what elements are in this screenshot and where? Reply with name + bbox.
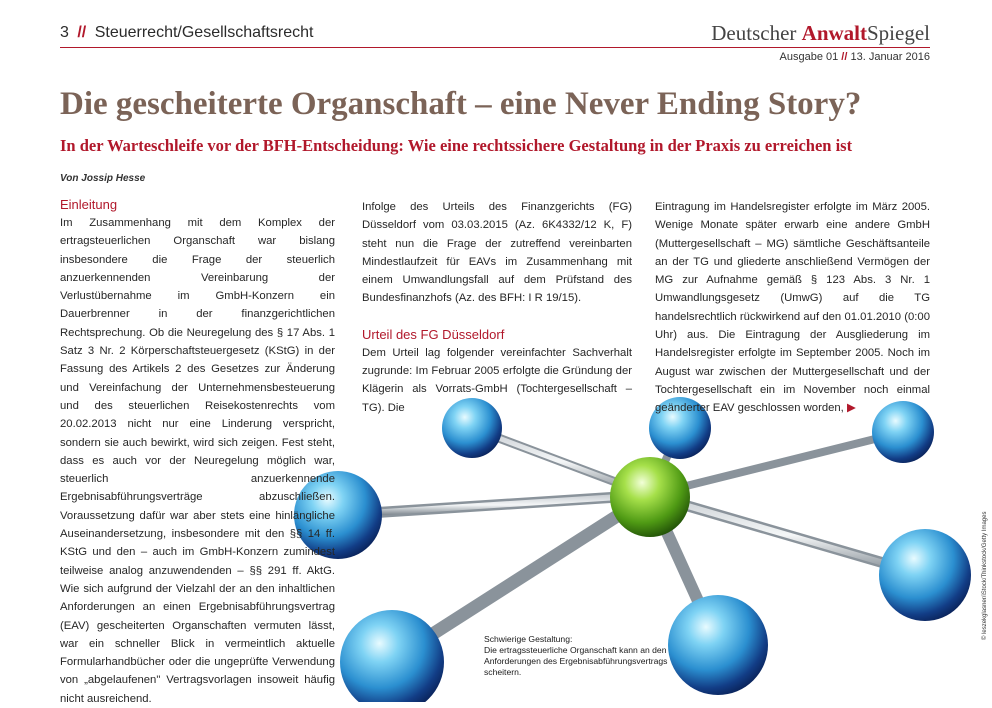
issue-date: 13. Januar 2016: [847, 51, 930, 63]
section-heading-ruling: Urteil des FG Düsseldorf: [362, 326, 505, 342]
blue-sphere: [340, 610, 444, 702]
ruling-paragraph: Dem Urteil lag folgender vereinfachter Sachverhalt zugrunde: Im Februar 2005 erfolgte die Gründung der Klägerin als Vorrats-GmbH (Tochtergesellschaft – TG). Die: [362, 346, 632, 414]
caption-text: Die ertragssteuerliche Organschaft kann an den Anforderungen des Ergebnisabführungsvertrags scheitern.: [484, 645, 668, 677]
blue-sphere: [879, 529, 971, 621]
column-3-text: Eintragung im Handelsregister erfolgte im März 2005. Wenige Monate später erwarb eine andere GmbH (Muttergesellschaft – MG) sämtliche Geschäftsanteile an der TG und gliederte anschließend Vermögen der MG zur Aufnahme gemäß § 123 Abs. 3 Nr. 1 Umwandlungsgesetz (UmwG) auf die TG handelsrechtlich rückwirkend auf den 01.01.2010 (0:00 Uhr) aus. Die Eintragung der Ausgliederung im Handelsregister erfolgte im September 2005. Noch im August war zwischen der Muttergesellschaft und der Tochtergesellschaft ein im November noch einmal geänderter EAV geschlossen worden,: [655, 201, 930, 415]
caption-title: Schwierige Gestaltung:: [484, 634, 573, 644]
article-title: Die gescheiterte Organschaft – eine Never Ending Story?: [60, 86, 862, 122]
column-1: [60, 196, 335, 708]
brand-part-1: Deutscher: [711, 21, 802, 45]
article-subtitle: In der Warteschleife vor der BFH-Entscheidung: Wie eine rechtssichere Gestaltung in der Praxis zu erreichen ist: [60, 136, 853, 155]
figure-caption: [484, 634, 669, 678]
column-3-paragraph: [655, 198, 930, 418]
image-credit: © leszekglasner/iStock/Thinkstock/Getty Images: [982, 511, 988, 640]
blue-sphere: [668, 595, 768, 695]
page-number: 3: [60, 24, 69, 41]
column-2: [362, 198, 632, 417]
connector-rod-highlight: [338, 495, 650, 515]
continue-arrow-icon[interactable]: ▶: [846, 402, 856, 415]
brand-part-3: Spiegel: [867, 21, 930, 45]
column-2-paragraph: Infolge des Urteils des Finanzgerichts (FG) Düsseldorf vom 03.03.2015 (Az. 6K4332/12 K, F) steht nun die Frage der zutreffend vereinbarten Mindestlaufzeit für EAVs im Zusammenhang mit einem Umwandlungsfall auf dem Prüfstand des Bundesfinanzhofs (Az. des BFH: I R 19/15).: [362, 201, 632, 305]
green-center-sphere: [610, 457, 690, 537]
issue-label: Ausgabe 01: [779, 51, 842, 63]
brand-part-2: Anwalt: [801, 21, 867, 45]
author-byline: Von Jossip Hesse: [60, 173, 146, 184]
column-3: [655, 198, 930, 418]
section-label: Steuerrecht/Gesellschaftsrecht: [94, 24, 314, 41]
header-slashes: //: [77, 24, 87, 41]
intro-paragraph: Im Zusammenhang mit dem Komplex der ertragsteuerlichen Organschaft war bislang insbesondere die Frage der steuerlich anzuerkennenden Vereinbarung der Verlustübernahme im GmbH-Konzern ein Dauerbrenner in der finanzgerichtlichen Rechtsprechung. Ob die Neuregelung des § 17 Abs. 1 Satz 3 Nr. 2 Körperschaftsteuergesetz (KStG) in der Fassung des Artikels 2 des Gesetzes zur Änderung und Vereinfachung der Unternehmensbesteuerung und des steuerlichen Reisekostenrechts vom 20.02.2013 nicht nur eine Linderung verspricht, sondern sie auch bewirkt, wird sich zeigen. Fest steht, dass es auch vor der Neuregelung möglich war, steuerlich anzuerkennende Ergebnisabführungsverträge abzuschließen. Voraussetzung dafür war aber stets eine hinlängliche Auseinandersetzung, insbesondere mit den §§ 14 ff. KStG und den – auch im GmbH-Konzern zumindest teilweise analog anzuwendenden – §§ 291 ff. AktG. Wie sich aufgrund der Vielzahl der an den inhaltlichen Anforderungen an einen Ergebnisabführungsvertrag (EAV) gescheiterten Organschaften vermuten lässt, war ein schneller Blick in vermeintlich aktuelle Formularhandbücher oder die ungeprüfte Verwendung von „abgelaufenen" Vertragsvorlagen insoweit häufig nicht ausreichend.: [60, 217, 335, 705]
section-heading-intro: Einleitung: [60, 197, 118, 212]
issue-slashes: //: [841, 51, 848, 63]
